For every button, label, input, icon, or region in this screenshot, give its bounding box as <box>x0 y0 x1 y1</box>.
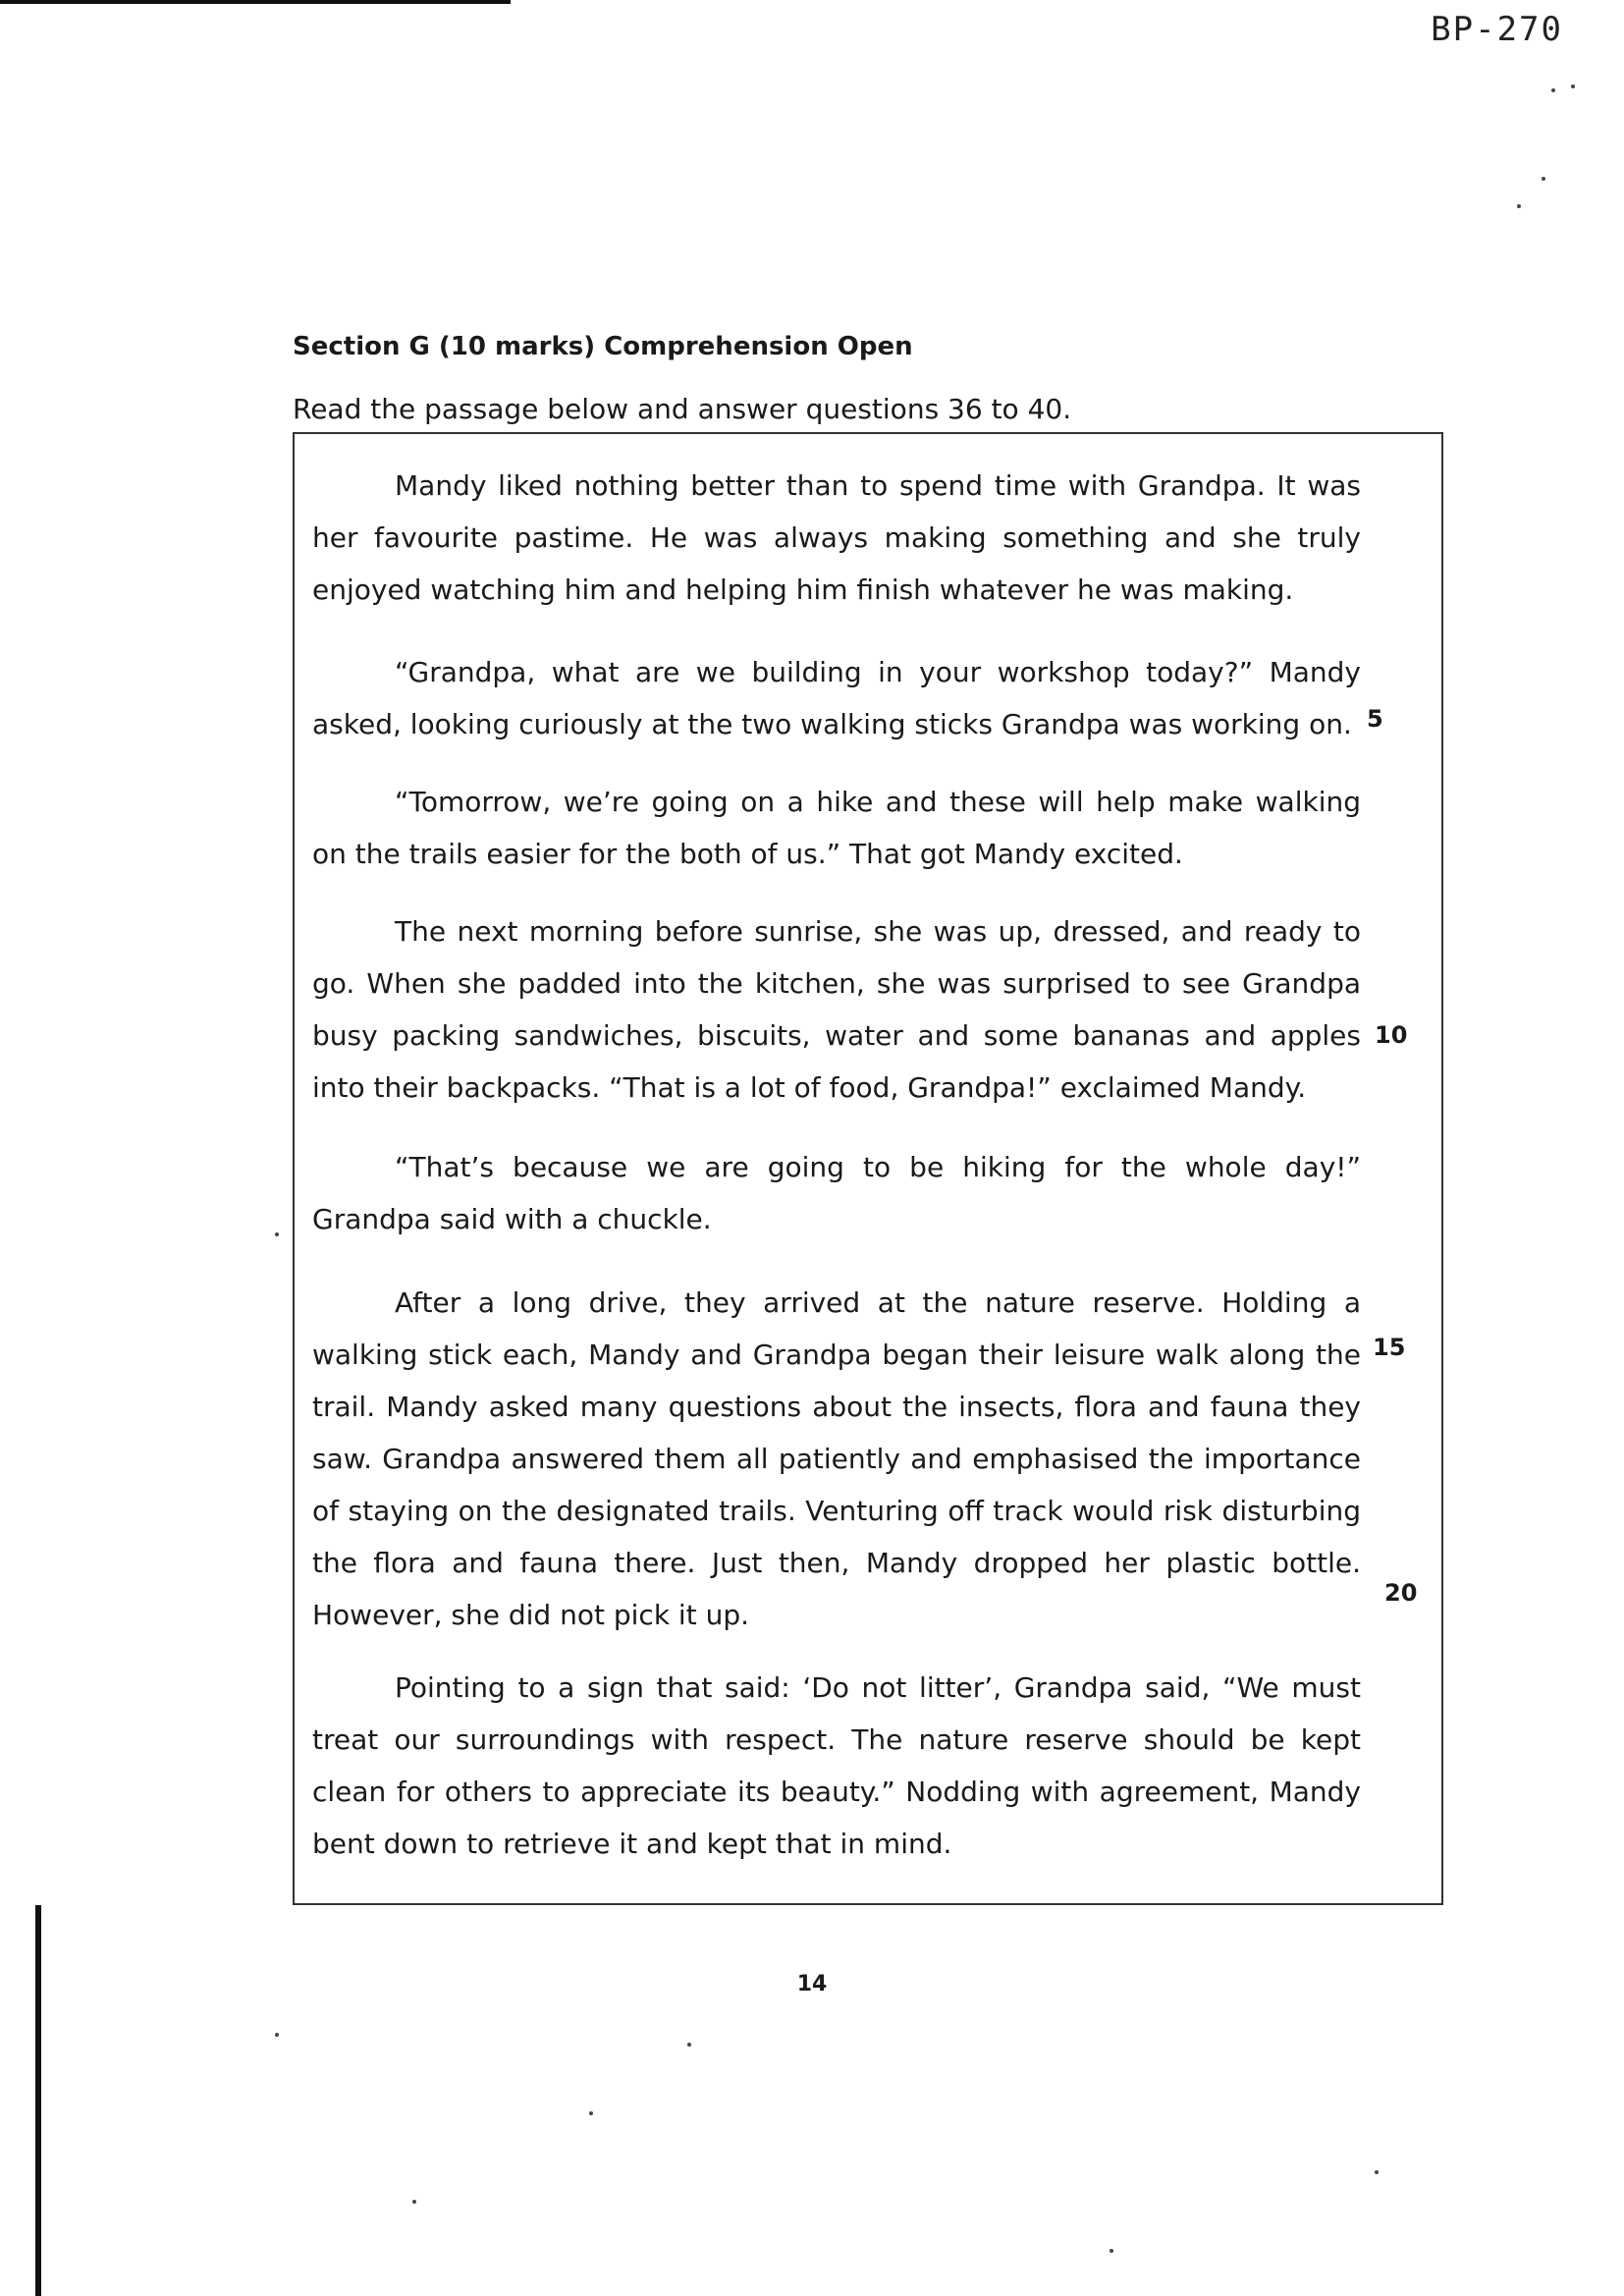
scan-speck <box>1551 88 1555 92</box>
line-number-15: 15 <box>1373 1334 1406 1361</box>
scan-speck <box>275 2033 279 2037</box>
top-border-line <box>0 0 511 4</box>
scan-speck <box>589 2111 593 2115</box>
passage-paragraph-6: After a long drive, they arrived at the nature reserve. Holding a walking stick each, Mandy and Grandpa began their leisure walk along the trail. Mandy asked many questions about the insects, flora and fauna they saw. Grandpa answered them all patiently and emphasised the importance of staying on the designated trails. Venturing off track would risk disturbing the flora and fauna there. Just then, Mandy dropped her plastic bottle. However, she did not pick it up. <box>312 1286 1361 1631</box>
left-binding-bar <box>35 1905 41 2296</box>
scan-speck <box>1517 204 1521 208</box>
scan-speck <box>1571 84 1575 88</box>
passage-paragraph-1: Mandy liked nothing better than to spend time with Grandpa. It was her favourite pastime. He was always making something and she truly enjoyed watching him and helping him finish whatever he was making. <box>312 469 1361 606</box>
scan-speck <box>412 2200 416 2204</box>
instruction-text: Read the passage below and answer questions 36 to 40. <box>293 393 1072 425</box>
passage-paragraph-3: “Tomorrow, we’re going on a hike and these will help make walking on the trails easier for the both of us.” That got Mandy excited. <box>312 786 1361 870</box>
scan-speck <box>275 1232 279 1236</box>
passage-paragraph-7: Pointing to a sign that said: ‘Do not litter’, Grandpa said, “We must treat our surroundings with respect. The nature reserve should be kept clean for others to appreciate its beauty.” Nodding with agreement, Mandy bent down to retrieve it and kept that in mind. <box>312 1671 1361 1860</box>
page-number: 14 <box>796 1972 828 1996</box>
passage-paragraph-5: “That’s because we are going to be hiking for the whole day!” Grandpa said with a chuckle. <box>312 1151 1361 1235</box>
scan-speck <box>1375 2170 1379 2174</box>
passage-paragraph-2: “Grandpa, what are we building in your workshop today?” Mandy asked, looking curiously at the two walking sticks Grandpa was working on. <box>312 656 1361 740</box>
line-number-20: 20 <box>1384 1579 1418 1607</box>
scan-speck <box>1542 177 1545 181</box>
passage-paragraph-4: The next morning before sunrise, she was up, dressed, and ready to go. When she padded into the kitchen, she was surprised to see Grandpa busy packing sandwiches, biscuits, water and some bananas and apples into their backpacks. “That is a lot of food, Grandpa!” exclaimed Mandy. <box>312 915 1361 1104</box>
line-number-5: 5 <box>1367 705 1383 733</box>
scan-speck <box>1110 2249 1113 2253</box>
document-code: BP-270 <box>1431 10 1563 49</box>
section-title: Section G (10 marks) Comprehension Open <box>293 332 913 361</box>
line-number-10: 10 <box>1375 1021 1408 1049</box>
scan-speck <box>687 2043 691 2047</box>
